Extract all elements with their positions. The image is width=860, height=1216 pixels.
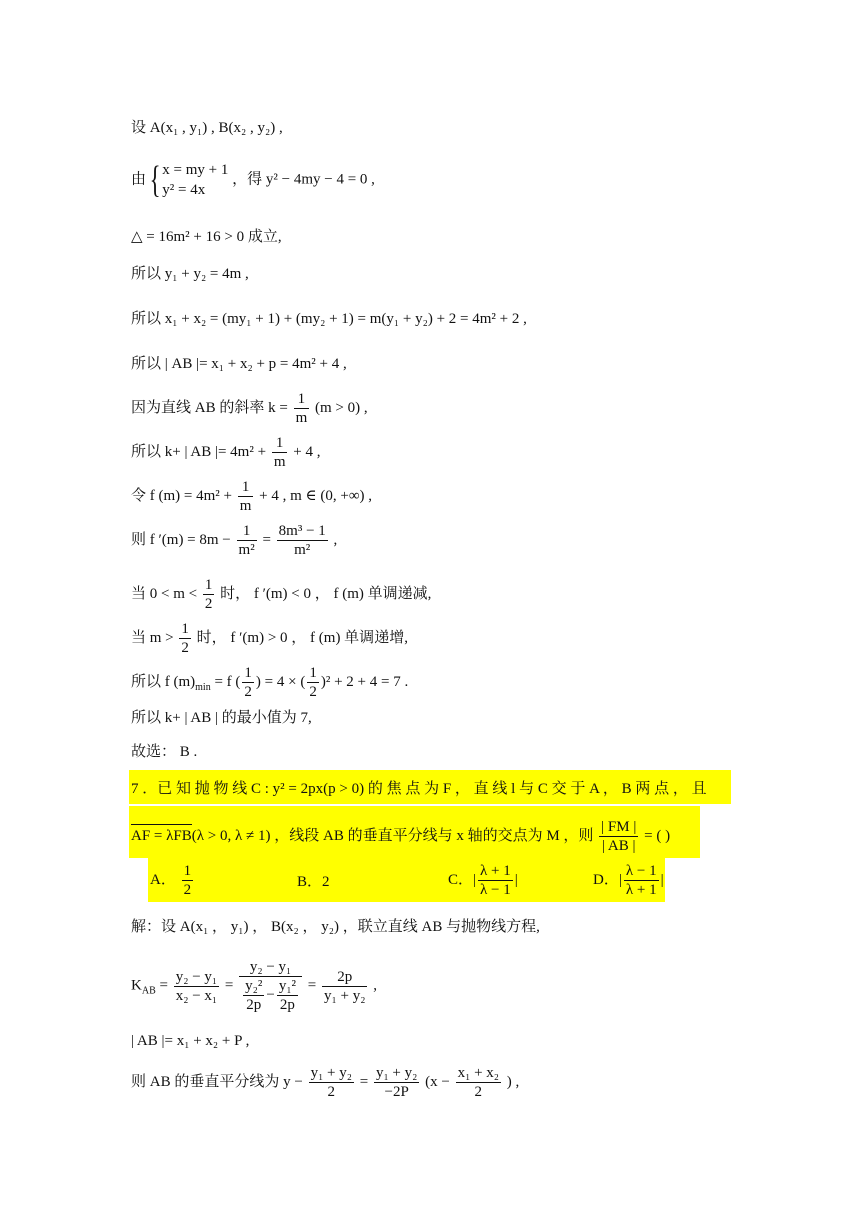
- problem-statement-line: 7 ．已 知 抛 物 线 C : y² = 2px(p > 0) 的 焦 点 为 F ， 直 线 l 与 C 交 于 A ， B 两 点 ， 且: [131, 781, 707, 797]
- denominator: 2: [309, 684, 317, 700]
- text-line: 所以 x₁ + x₂ = (my₁ + 1) + (my₂ + 1) = m(y₁ + y₂) + 2 = 4m² + 2 ,: [131, 311, 527, 327]
- text: 当 m >: [131, 629, 174, 646]
- text-line: 所以 y₁ + y₂ = 4m ,: [131, 266, 249, 282]
- fraction: [277, 977, 298, 1014]
- denominator: −2P: [384, 1084, 409, 1100]
- numerator: y₂ − y₁: [175, 968, 218, 985]
- text: 因为直线 AB 的斜率 k =: [131, 399, 288, 416]
- denominator: λ − 1: [480, 882, 511, 898]
- numerator: y₁ + y₂: [310, 1065, 352, 1081]
- numerator: y₂ − y₁: [239, 958, 302, 977]
- fraction: [174, 968, 219, 1005]
- fraction: [243, 977, 264, 1014]
- brace-icon: {: [149, 159, 161, 201]
- denominator: m: [239, 498, 252, 514]
- numerator: y₁ + y₂: [375, 1065, 418, 1081]
- text: + 4 ,: [293, 443, 321, 460]
- fraction: [272, 434, 288, 471]
- numerator: | FM |: [601, 819, 637, 835]
- numerator: 1: [272, 434, 288, 453]
- text: 令 f (m) = 4m² +: [131, 487, 232, 504]
- fraction: [239, 958, 302, 1014]
- numerator: 1: [237, 522, 257, 541]
- fraction: [374, 1064, 419, 1101]
- text: 所以 k+ | AB |= 4m² +: [131, 443, 267, 460]
- numerator: λ + 1: [480, 863, 511, 879]
- text-line: 所以 k+ | AB | 的最小值为 7,: [131, 710, 312, 726]
- text: ,: [373, 977, 377, 994]
- option-d: D．| $\frac{\lambda - 1}{\lambda + 1}$ |: [593, 863, 664, 898]
- denominator: 2p: [277, 995, 298, 1014]
- text: + 4 , m ∈ (0, +∞) ,: [259, 487, 373, 504]
- numerator: 1: [244, 665, 252, 681]
- text-line: 所以 | AB |= x₁ + x₂ + p = 4m² + 4 ,: [131, 356, 347, 372]
- formula-line: [131, 576, 431, 613]
- numerator: 1: [238, 478, 254, 497]
- denominator: x₂ − x₁: [175, 987, 218, 1004]
- text: = ( ): [644, 827, 671, 844]
- text: (λ > 0, λ ≠ 1) ，线段 AB 的垂直平分线与 x 轴的交点为 M ，则: [191, 827, 594, 844]
- fraction: [322, 968, 367, 1005]
- highlight-band: [148, 858, 665, 902]
- fraction: [179, 620, 191, 657]
- denominator: m²: [294, 542, 311, 558]
- denominator: λ + 1: [625, 882, 657, 898]
- option-c: C．| $\frac{\lambda + 1}{\lambda - 1}$ |: [448, 863, 518, 898]
- problem-statement-line: [131, 818, 670, 855]
- option-label: D．: [593, 871, 619, 888]
- formula-line: [131, 522, 337, 559]
- fraction: [624, 862, 659, 899]
- formula-line: [131, 664, 408, 701]
- option-a: [150, 862, 195, 899]
- denominator: 2: [474, 1084, 483, 1100]
- fraction: [294, 390, 310, 427]
- text-line: △ = 16m² + 16 > 0 成立,: [131, 229, 282, 245]
- subscript: min: [195, 681, 211, 693]
- fraction: [478, 862, 513, 899]
- equation-system-line: [131, 160, 375, 200]
- text: ，得 y² − 4my − 4 = 0 ,: [232, 171, 375, 188]
- option-b: B．2: [297, 874, 330, 890]
- denominator: m²: [238, 542, 255, 558]
- text: 由: [131, 171, 147, 188]
- text: (m > 0) ,: [314, 399, 368, 416]
- solution-line: 解：设 A(x₁ ， y₁) ， B(x₂ ， y₂) ，联立直线 AB 与抛物线方程,: [131, 919, 540, 935]
- fraction: [277, 522, 328, 559]
- text: 所以 f (m): [131, 673, 196, 690]
- denominator: m: [295, 410, 308, 426]
- text: ) ,: [506, 1073, 520, 1090]
- fraction: [238, 478, 254, 515]
- text: (x −: [425, 1073, 450, 1090]
- numerator: y₁²: [278, 978, 297, 994]
- formula-line: [131, 478, 372, 515]
- numerator: 2p: [322, 968, 367, 987]
- text: = f (: [210, 673, 241, 690]
- text: )² + 2 + 4 = 7 .: [320, 673, 409, 690]
- formula-line: [131, 390, 368, 427]
- equation: x = my + 1: [162, 162, 229, 178]
- text-line: 故选： B .: [131, 744, 198, 760]
- text: ) = 4 × (: [255, 673, 306, 690]
- fraction: [307, 664, 319, 701]
- denominator: 2: [181, 640, 189, 656]
- fraction: [309, 1064, 354, 1101]
- fraction: [182, 862, 194, 899]
- numerator: λ − 1: [625, 863, 657, 879]
- text: 则 f ′(m) = 8m −: [131, 531, 231, 548]
- equation-system: [162, 160, 228, 200]
- numerator: 8m³ − 1: [278, 523, 326, 539]
- numerator: 1: [294, 390, 310, 409]
- denominator: m: [273, 454, 286, 470]
- text: ,: [333, 531, 338, 548]
- fraction: [237, 522, 257, 559]
- denominator: | AB |: [602, 838, 636, 854]
- denominator: 2: [204, 596, 213, 612]
- fraction: [203, 576, 215, 613]
- formula-line: [131, 434, 320, 471]
- numerator: 1: [309, 665, 317, 681]
- text: 时， f ′(m) > 0 ， f (m) 单调递增,: [196, 629, 408, 646]
- text-line: 设 A(x₁ , y₁) , B(x₂ , y₂) ,: [131, 120, 283, 136]
- vector-expression: AF = λFB: [131, 827, 192, 844]
- denominator: $\frac{\text{y₂²}}{2p}$ − $\frac{\text{y₁²}}{2p}$: [245, 978, 297, 1013]
- solution-line: | AB |= x₁ + x₂ + P ,: [131, 1033, 250, 1049]
- solution-formula-line: $K_{AB}$ = $\frac{\text{y₂ − y₁}}{\text{x₂ − x₁}}$ = y₂ − y₁ $\frac{\text{y₂²}}{2p}$ − $\frac{\text{y₁²}}{2p}$ = $\frac{2p}{\text{y₁ + y₂}}$ ,: [131, 959, 377, 1013]
- denominator: 2p: [243, 995, 264, 1014]
- subscript: AB: [141, 985, 156, 997]
- equation: y² = 4x: [162, 182, 206, 198]
- numerator: 1: [204, 577, 213, 593]
- fraction: [242, 664, 254, 701]
- denominator: y₁ + y₂: [324, 987, 366, 1004]
- text: =: [262, 531, 271, 548]
- fraction: [456, 1064, 501, 1101]
- text: 时， f ′(m) < 0 ， f (m) 单调递减,: [220, 585, 432, 602]
- text: =: [359, 1073, 369, 1090]
- solution-formula-line: [131, 1064, 519, 1101]
- denominator: 2: [244, 684, 252, 700]
- numerator: 1: [181, 621, 189, 637]
- text: 当 0 < m <: [131, 585, 198, 602]
- fraction: [599, 818, 638, 855]
- option-label: A．: [150, 871, 176, 888]
- denominator: 2: [327, 1084, 336, 1100]
- option-label: C．: [448, 871, 474, 888]
- numerator: y₂²: [245, 978, 263, 994]
- numerator: x₁ + x₂: [457, 1065, 500, 1081]
- text: K: [131, 977, 142, 994]
- denominator: 2: [183, 882, 192, 898]
- formula-line: [131, 620, 408, 657]
- text: 则 AB 的垂直平分线为 y −: [131, 1073, 303, 1090]
- numerator: 1: [183, 863, 192, 879]
